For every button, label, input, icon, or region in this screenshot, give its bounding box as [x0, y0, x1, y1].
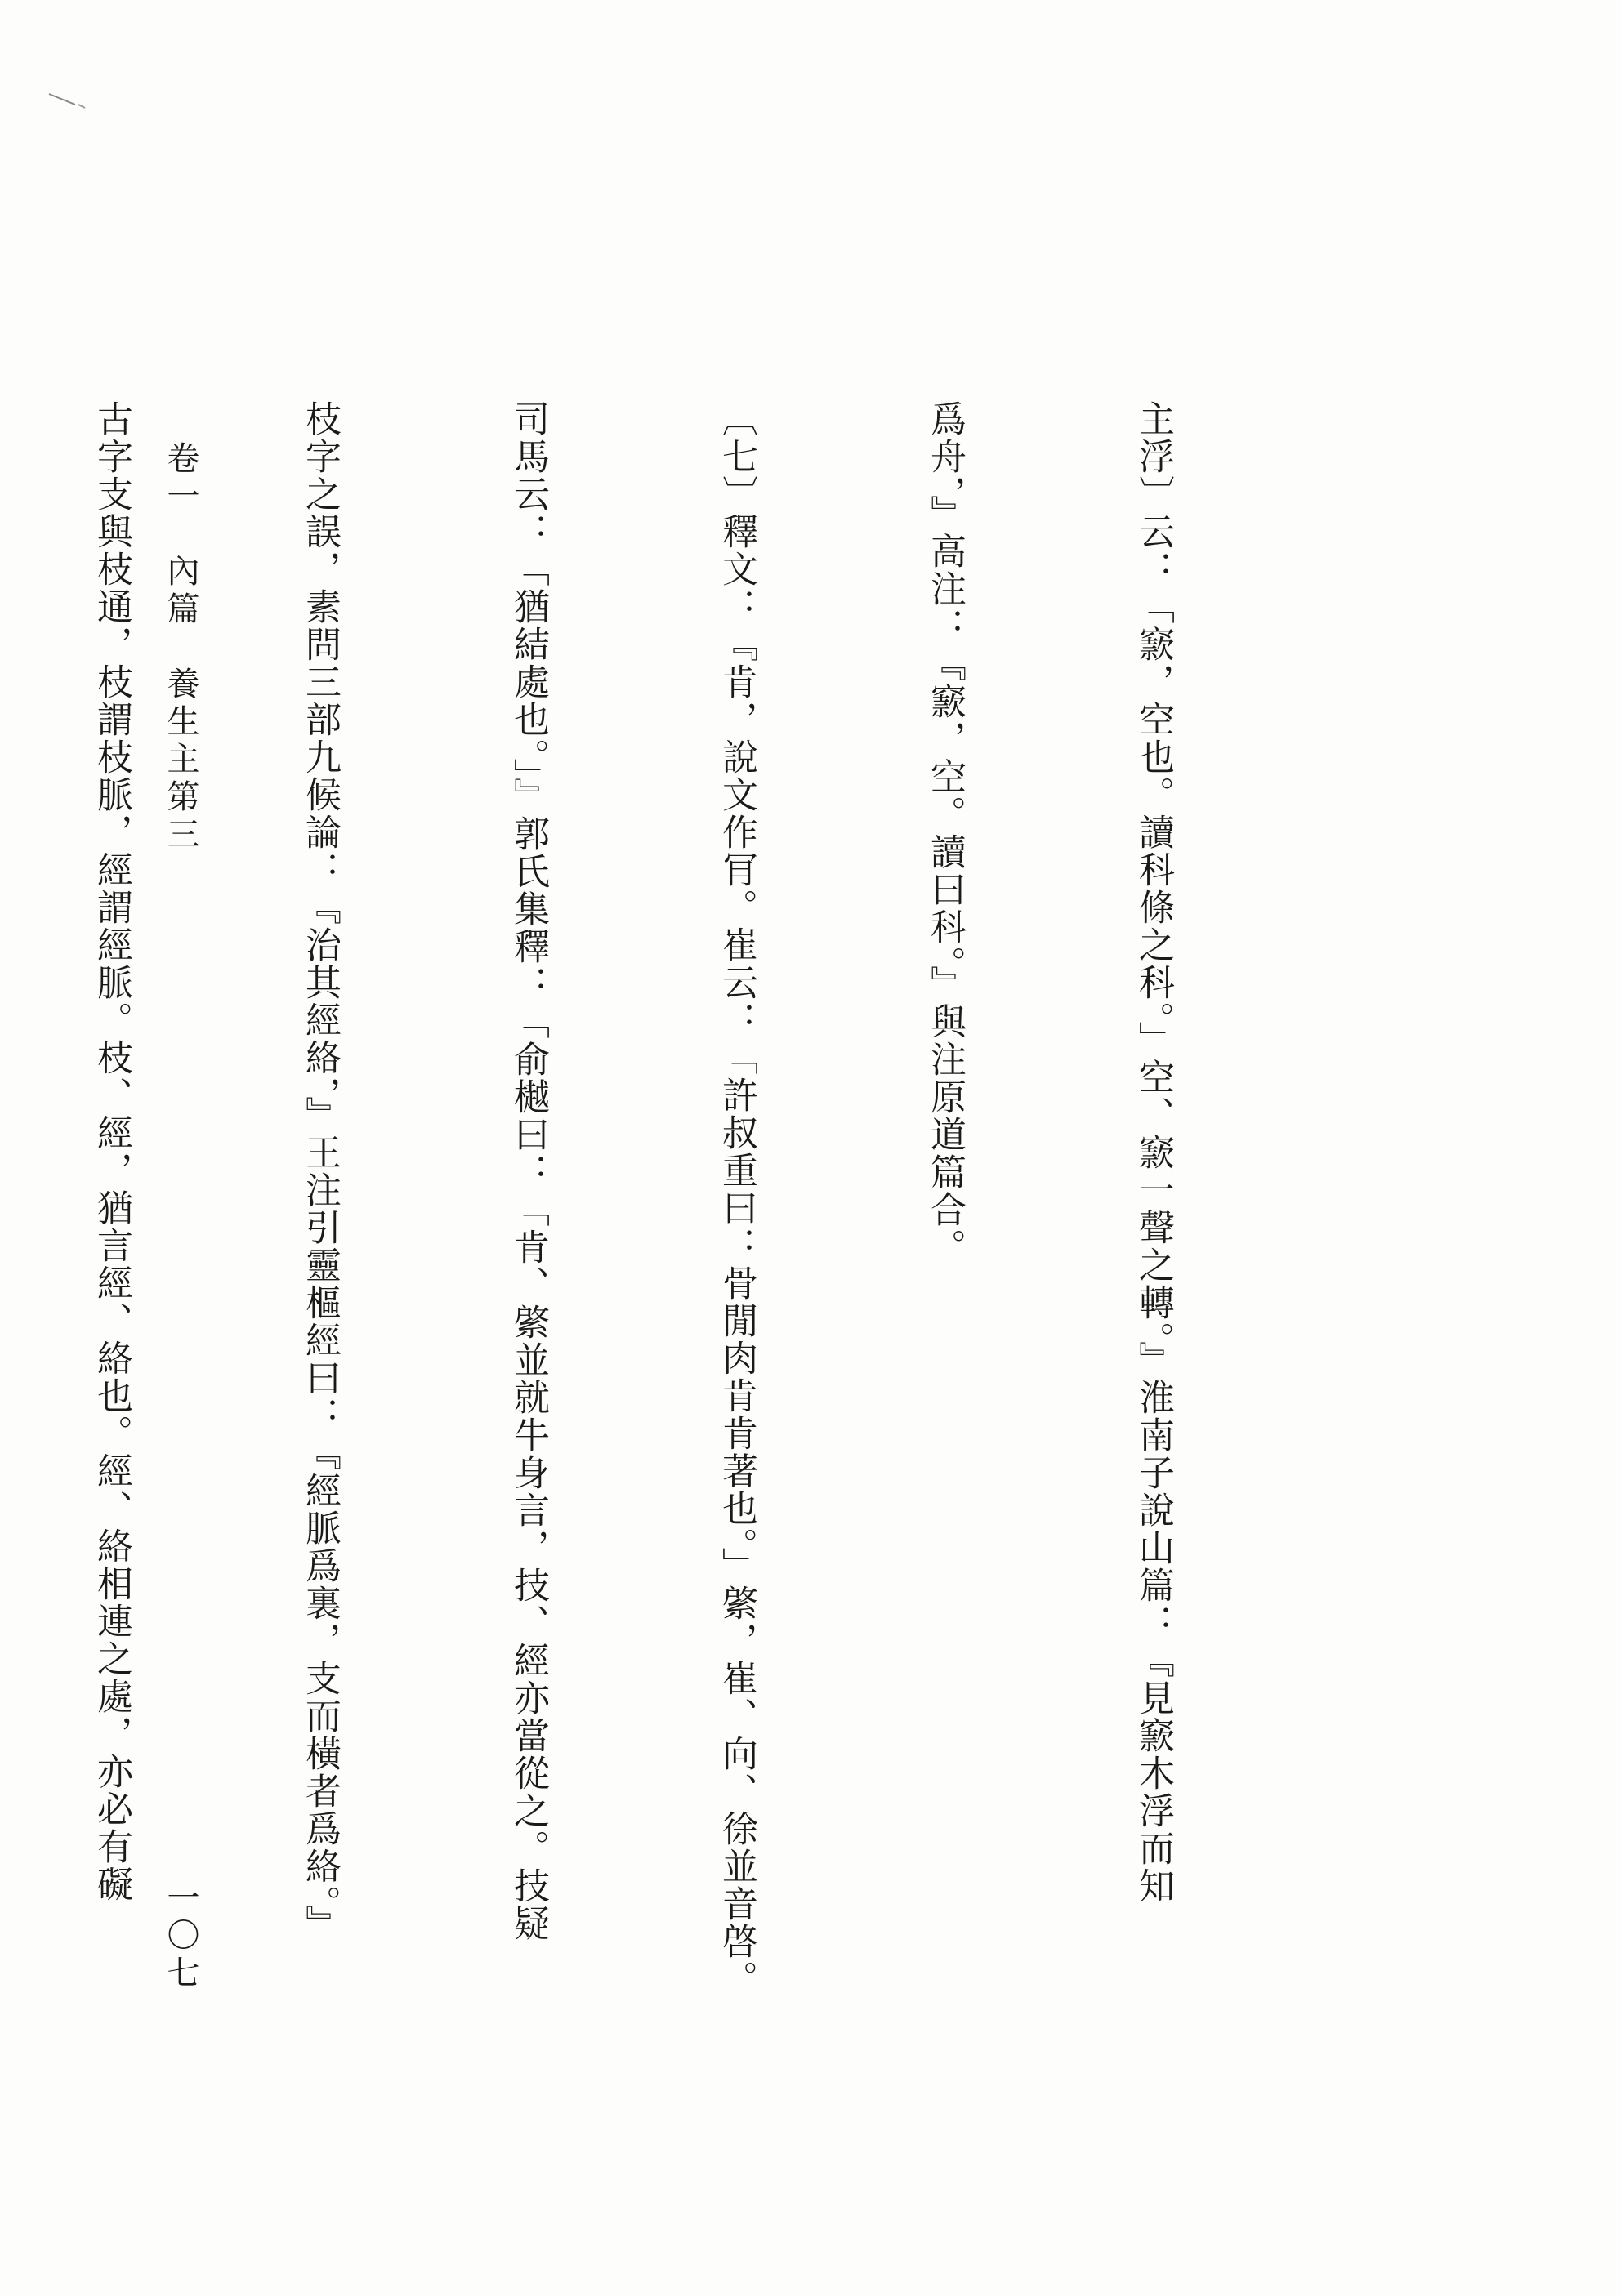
scan-speck — [78, 105, 85, 108]
text-column: 古字支與枝通，枝謂枝脈，經謂經脈。枝、經，猶言經、絡也。經、絡相連之處，亦必有礙 — [91, 400, 132, 1903]
page-number: 一〇七 — [162, 1880, 199, 1993]
text-column: 〔七〕釋文：『肯，說文作肎。崔云：「許叔重曰：骨閒肉肯肯著也。」綮，崔、向、徐並音啓。 — [716, 400, 757, 1998]
text-column: 主浮〕云：「窾，空也。讀科條之科。」空、窾一聲之轉。』淮南子說山篇：『見窾木浮而知 — [1132, 400, 1174, 1905]
running-title: 卷一 內篇 養生主第三 — [162, 441, 199, 854]
page-footer — [147, 441, 204, 1993]
text-column: 爲舟，』高注：『窾，空。讀曰科。』與注原道篇合。 — [924, 400, 966, 1266]
text-column: 枝字之誤，素問三部九候論：『治其經絡，』王注引靈樞經曰：『經脈爲裏，支而橫者爲絡。』 — [299, 400, 341, 1942]
text-column: 司馬云：「猶結處也。」』郭氏集釋：「俞樾曰：「肯、綮並就牛身言，技、經亦當從之。技疑 — [507, 400, 549, 1942]
scan-speck — [49, 94, 75, 105]
